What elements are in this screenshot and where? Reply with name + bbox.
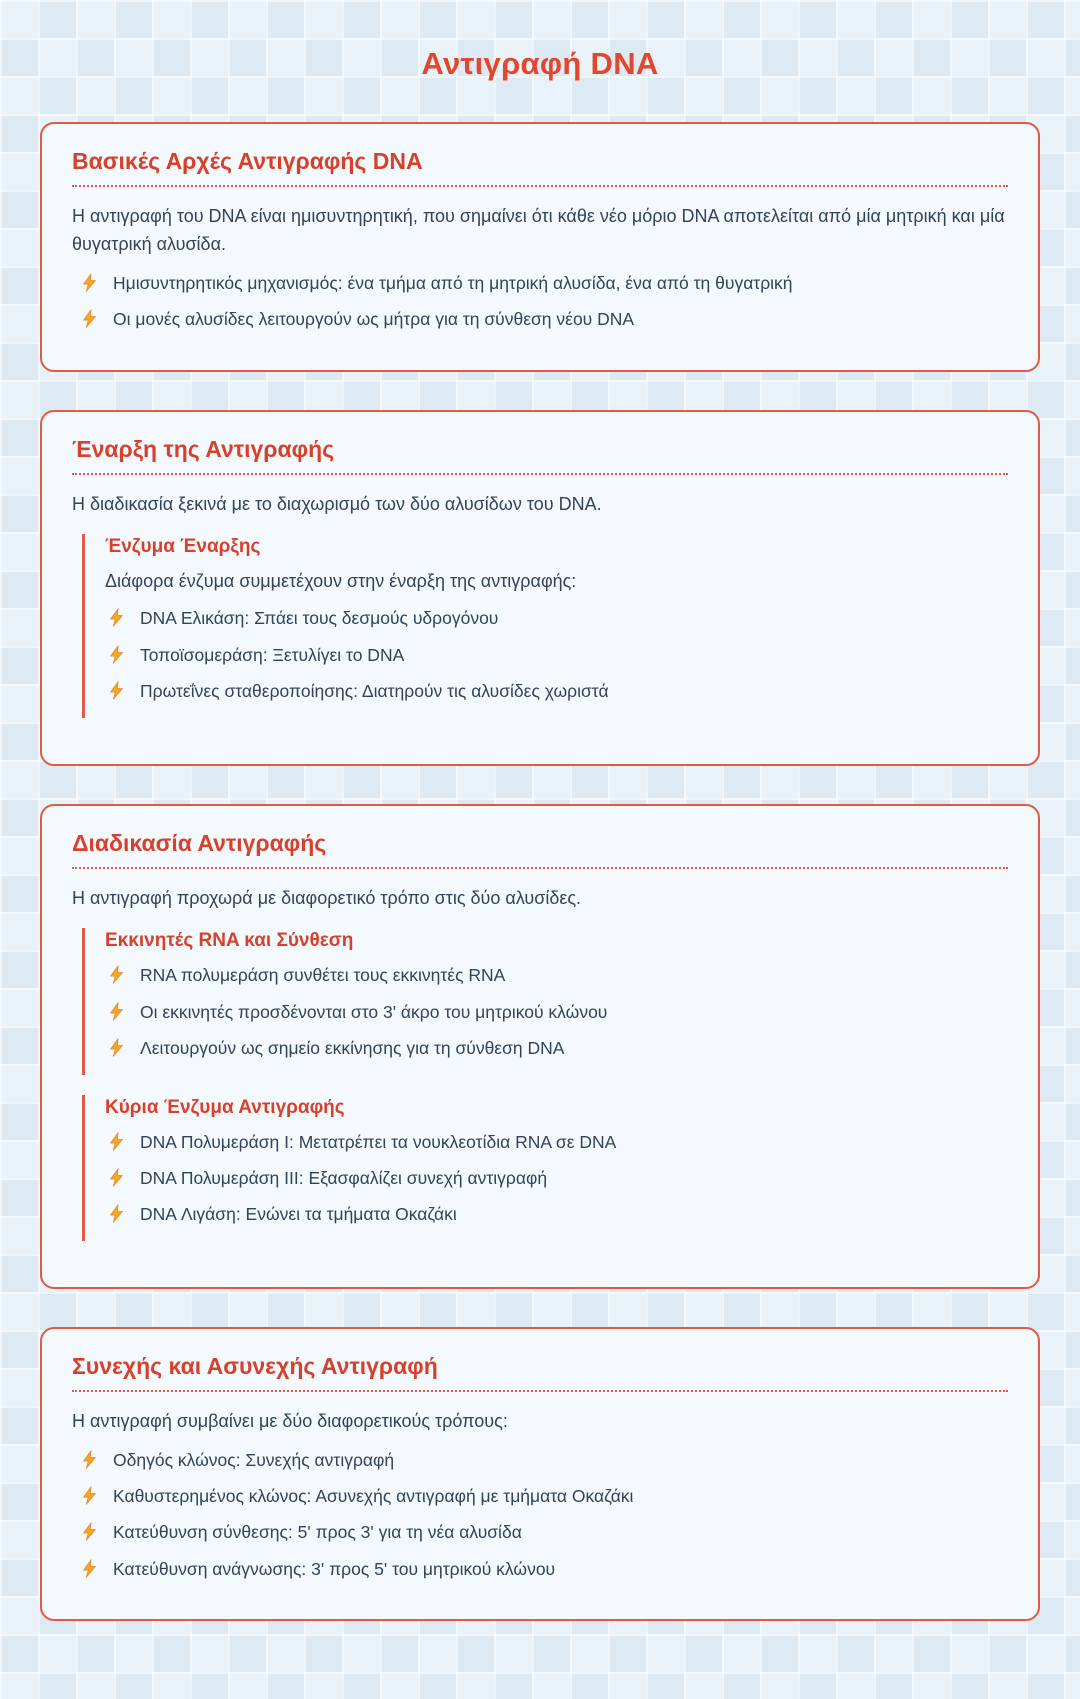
lightning-icon [80,1486,99,1505]
list-item [72,1520,1008,1545]
list-item-text: DNA Ελικάση: Σπάει τους δεσμούς υδρογόνου [140,608,499,629]
lightning-icon [80,1559,99,1578]
lightning-icon [107,645,126,664]
lightning-icon [80,1522,99,1541]
lightning-icon [107,1002,126,1021]
bullet-list [72,271,1008,333]
section-intro: Η αντιγραφή του DNA είναι ημισυντηρητική, που σημαίνει ότι κάθε νέο μόριο DNA αποτελείται από μία μητρική και μία θυγατρική αλυσίδα. [72,206,1005,254]
list-item [105,1000,1008,1025]
list-item [105,606,1008,631]
page-title: Αντιγραφή DNA [421,46,659,81]
subsection-rna-primers [82,928,1008,1074]
list-item [105,1130,1008,1155]
subsection-heading: Κύρια Ένζυμα Αντιγραφής [105,1096,345,1118]
lightning-icon [107,608,126,627]
list-item-text: Οι μονές αλυσίδες λειτουργούν ως μήτρα για τη σύνθεση νέου DNA [113,309,635,330]
section-basic-principles [40,122,1040,372]
list-item [72,1448,1008,1473]
list-item-text: Πρωτεΐνες σταθεροποίησης: Διατηρούν τις αλυσίδες χωριστά [140,681,609,702]
bullet-list [105,1130,1008,1228]
section-heading: Βασικές Αρχές Αντιγραφής DNA [72,148,1008,187]
list-item [72,271,1008,296]
list-item-text: Λειτουργούν ως σημείο εκκίνησης για τη σύνθεση DNA [140,1038,565,1059]
subsection-initiation-enzymes [82,534,1008,717]
section-heading: Διαδικασία Αντιγραφής [72,830,1008,869]
section-heading: Συνεχής και Ασυνεχής Αντιγραφή [72,1353,1008,1392]
list-item [72,307,1008,332]
lightning-icon [107,1132,126,1151]
list-item-text: DNA Λιγάση: Ενώνει τα τμήματα Οκαζάκι [140,1204,457,1225]
section-intro: Η αντιγραφή προχωρά με διαφορετικό τρόπο στις δύο αλυσίδες. [72,887,582,908]
list-item-text: Καθυστερημένος κλώνος: Ασυνεχής αντιγραφή με τμήματα Οκαζάκι [113,1485,634,1506]
list-item [105,679,1008,704]
section-intro: Η διαδικασία ξεκινά με το διαχωρισμό των δύο αλυσίδων του DNA. [72,493,602,514]
list-item-text: Οι εκκινητές προσδένονται στο 3' άκρο του μητρικού κλώνου [140,1001,608,1022]
lightning-icon [80,309,99,328]
list-item [105,1036,1008,1061]
section-continuous-discontinuous [40,1327,1040,1621]
bullet-list [105,606,1008,704]
section-intro: Η αντιγραφή συμβαίνει με δύο διαφορετικούς τρόπους: [72,1410,508,1431]
list-item-text: Οδηγός κλώνος: Συνεχής αντιγραφή [113,1449,395,1470]
list-item-text: Κατεύθυνση ανάγνωσης: 3' προς 5' του μητρικού κλώνου [113,1558,556,1579]
list-item-text: DNA Πολυμεράση I: Μετατρέπει τα νουκλεοτίδια RNA σε DNA [140,1131,617,1152]
lightning-icon [80,273,99,292]
subsection-main-enzymes [82,1095,1008,1241]
list-item [105,1166,1008,1191]
subsection-heading: Εκκινητές RNA και Σύνθεση [105,930,354,952]
list-item [72,1484,1008,1509]
lightning-icon [107,1168,126,1187]
section-initiation [40,410,1040,766]
list-item [105,1202,1008,1227]
lightning-icon [107,1204,126,1223]
list-item-text: Τοποϊσομεράση: Ξετυλίγει το DNA [140,644,405,665]
section-heading: Έναρξη της Αντιγραφής [72,436,1008,475]
subsection-intro: Διάφορα ένζυμα συμμετέχουν στην έναρξη της αντιγραφής: [105,571,577,592]
list-item-text: Ημισυντηρητικός μηχανισμός: ένα τμήμα από τη μητρική αλυσίδα, ένα από τη θυγατρική [113,272,793,293]
subsection-heading: Ένζυμα Έναρξης [105,536,261,558]
lightning-icon [107,1038,126,1057]
list-item-text: Κατεύθυνση σύνθεσης: 5' προς 3' για τη νέα αλυσίδα [113,1522,522,1543]
lightning-icon [107,681,126,700]
list-item-text: DNA Πολυμεράση III: Εξασφαλίζει συνεχή αντιγραφή [140,1167,548,1188]
lightning-icon [107,965,126,984]
list-item [105,963,1008,988]
list-item-text: RNA πολυμεράση συνθέτει τους εκκινητές RNA [140,965,506,986]
section-replication-process [40,804,1040,1289]
lightning-icon [80,1450,99,1469]
list-item [72,1557,1008,1582]
bullet-list [105,963,1008,1061]
list-item [105,643,1008,668]
bullet-list [72,1448,1008,1583]
